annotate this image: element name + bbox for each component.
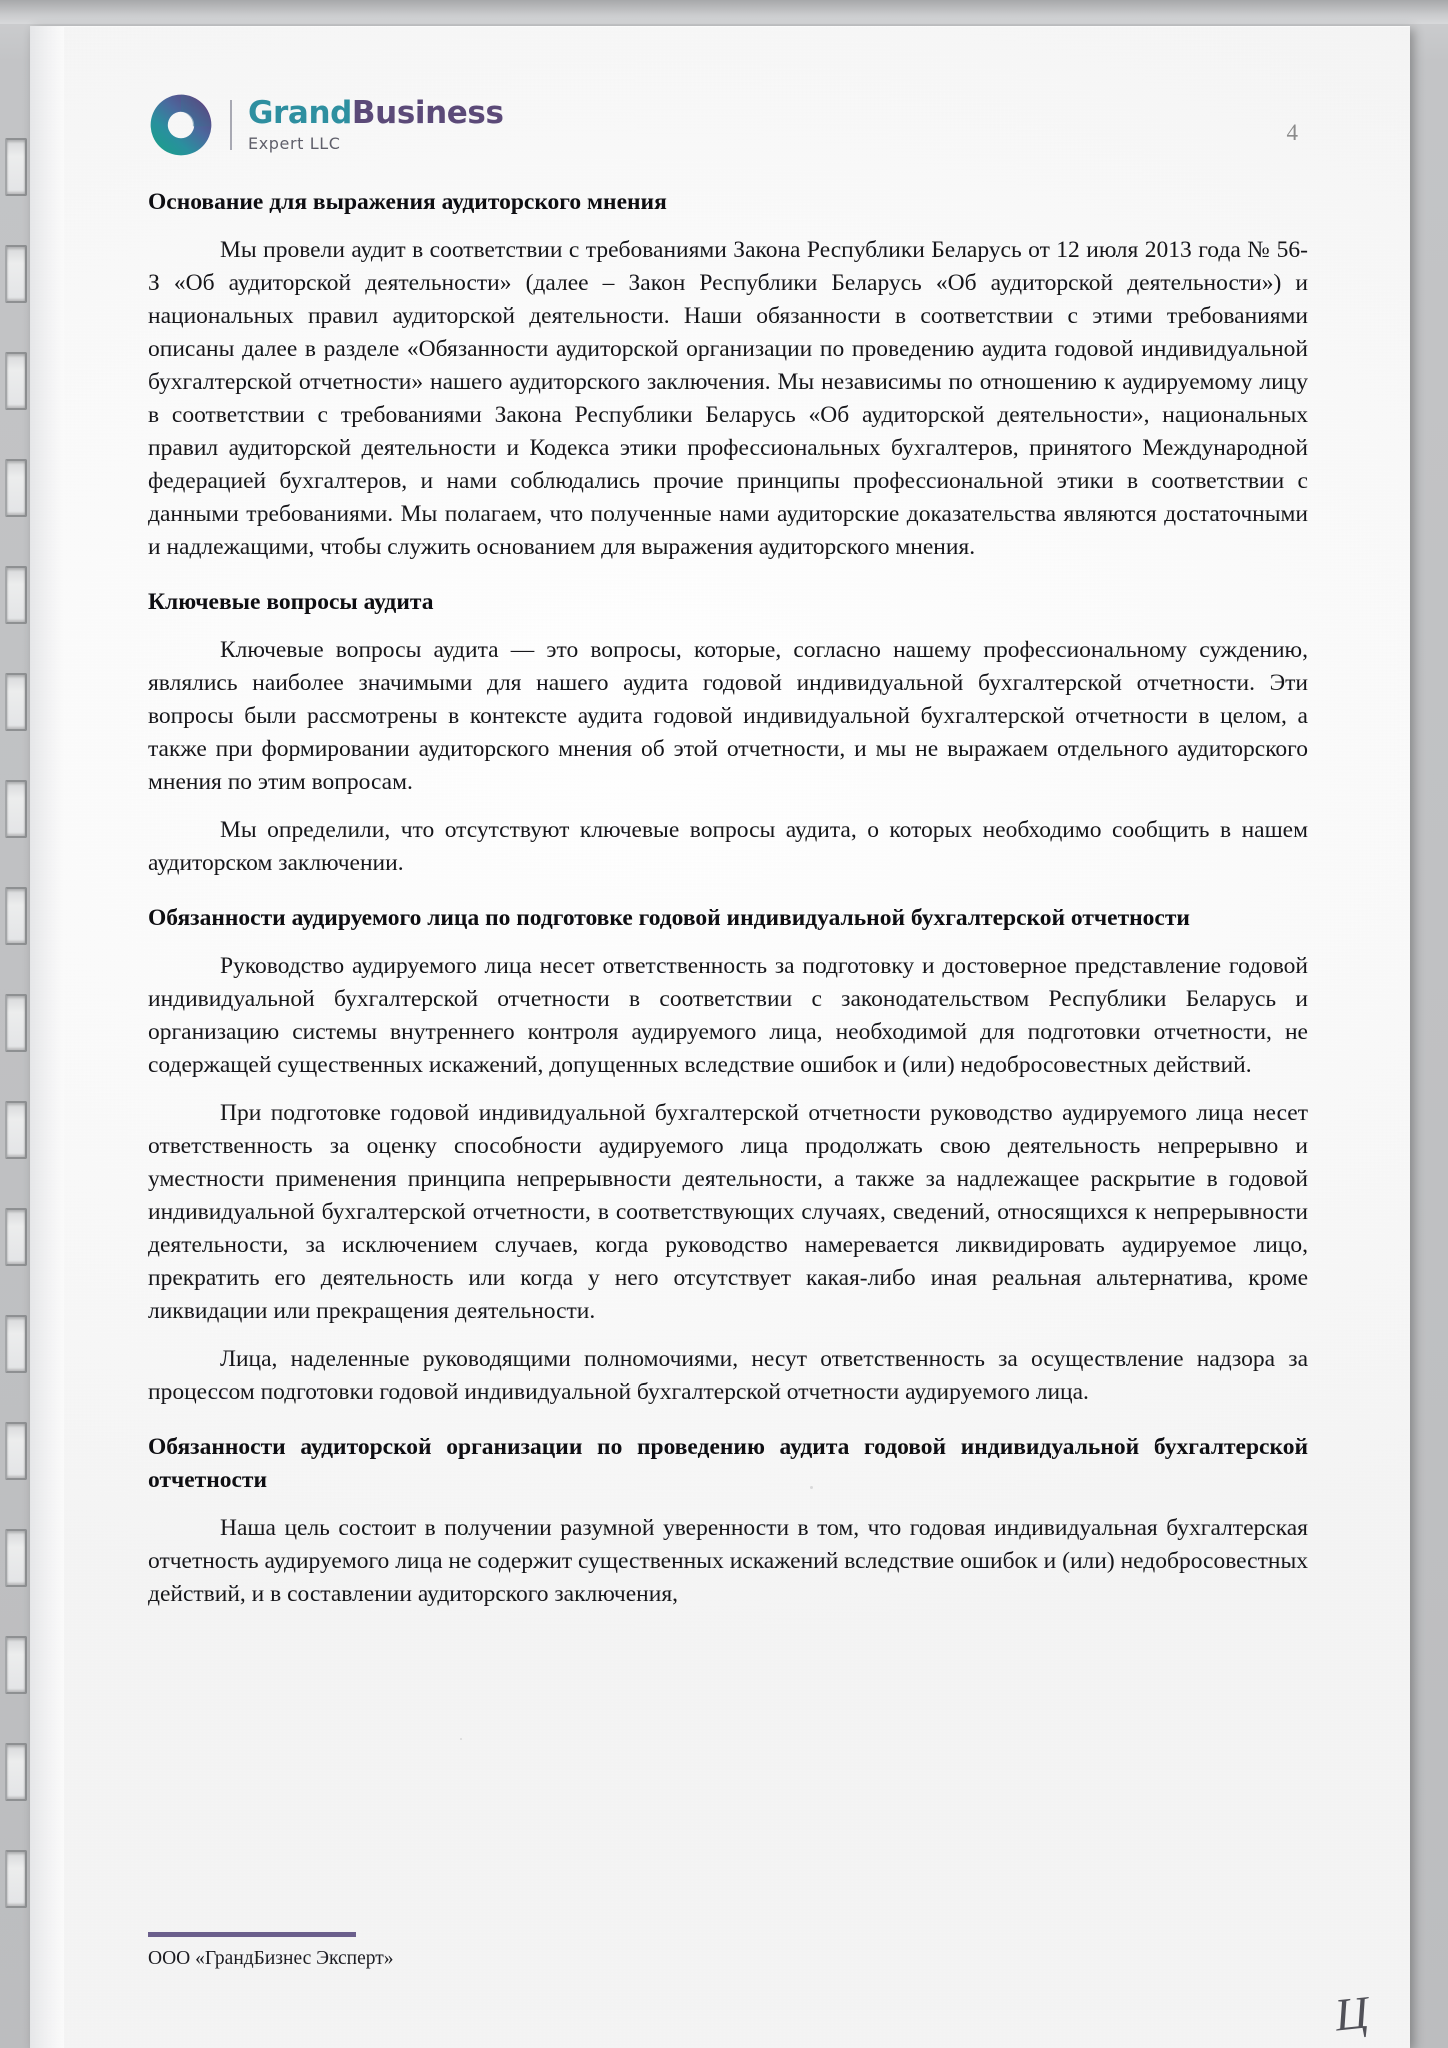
gradient-ring-logo-icon bbox=[148, 92, 214, 158]
section-heading-key-audit-matters: Ключевые вопросы аудита bbox=[148, 589, 434, 616]
binding-hole bbox=[5, 245, 27, 303]
binding-hole bbox=[5, 1850, 27, 1908]
binding-hole bbox=[5, 1101, 27, 1159]
document-body bbox=[148, 186, 1308, 1611]
handwritten-page-mark: Ц bbox=[1332, 1986, 1371, 2041]
binding-hole bbox=[5, 1208, 27, 1266]
brand-logo bbox=[148, 92, 504, 158]
wordmark-business: Business bbox=[351, 95, 504, 131]
document-page bbox=[30, 26, 1410, 2048]
binding-hole bbox=[5, 566, 27, 624]
section-heading-auditor-responsibilities: Обязанности аудиторской организации по проведению аудита годовой индивидуальной бухгалтерской отчетности bbox=[148, 1434, 1308, 1494]
paragraph: Ключевые вопросы аудита — это вопросы, которые, согласно нашему профессиональному суждению, являлись наиболее значимыми для нашего аудита годовой индивидуальной бухгалтерской отчетности. Эти вопросы были рассмотрены в контексте аудита годовой индивидуальной бухгалтерской отчетности в целом, а также при формировании аудиторского мнения об этой отчетности, и мы не выражаем отдельного аудиторского мнения по этим вопросам. bbox=[148, 636, 1308, 795]
document-header bbox=[148, 86, 1308, 178]
binding-hole bbox=[5, 994, 27, 1052]
page-number: 4 bbox=[1286, 120, 1298, 145]
paragraph: Мы провели аудит в соответствии с требованиями Закона Республики Беларусь от 12 июля 2013 года № 56-З «Об аудиторской деятельности» (далее – Закон Республики Беларусь «Об аудиторской деятельности») и национальных правил аудиторской деятельности. Наши обязанности в соответствии с этими требованиями описаны далее в разделе «Обязанности аудиторской организации по проведению аудита годовой индивидуальной бухгалтерской отчетности» нашего аудиторского заключения. Мы независимы по отношению к аудируемому лицу в соответствии с требованиями Закона Республики Беларусь «Об аудиторской деятельности», национальных правил аудиторской деятельности и Кодекса этики профессиональных бухгалтеров, принятого Международной федерацией бухгалтеров, и нами соблюдались прочие принципы профессиональной этики в соответствии с данными требованиями. Мы полагаем, что полученные нами аудиторские доказательства являются достаточными и надлежащими, чтобы служить основанием для выражения аудиторского мнения. bbox=[148, 236, 1308, 561]
footer-rule bbox=[148, 1932, 356, 1937]
scan-top-edge-shadow bbox=[0, 0, 1448, 24]
section-heading-basis-of-opinion: Основание для выражения аудиторского мнения bbox=[148, 189, 667, 215]
binding-hole bbox=[5, 1636, 27, 1694]
paragraph: Лица, наделенные руководящими полномочиями, несут ответственность за осуществление надзора за процессом подготовки годовой индивидуальной бухгалтерской отчетности аудируемого лица. bbox=[148, 1346, 1308, 1406]
binding-hole bbox=[5, 673, 27, 731]
logo-divider bbox=[230, 100, 232, 150]
scan-speck bbox=[460, 1738, 462, 1740]
paragraph: Мы определили, что отсутствуют ключевые вопросы аудита, о которых необходимо сообщить в нашем аудиторском заключении. bbox=[148, 817, 1308, 877]
binding-hole bbox=[5, 887, 27, 945]
document-footer bbox=[148, 1932, 1308, 1970]
binding-hole bbox=[5, 1743, 27, 1801]
footer-company-name: ООО «ГрандБизнес Эксперт» bbox=[148, 1948, 394, 1969]
binding-hole bbox=[5, 138, 27, 196]
binding-hole bbox=[5, 352, 27, 410]
logo-wordmark bbox=[248, 95, 504, 153]
binding-hole bbox=[5, 459, 27, 517]
page-content bbox=[148, 86, 1308, 1611]
paragraph: Руководство аудируемого лица несет ответственность за подготовку и достоверное представление годовой индивидуальной бухгалтерской отчетности в соответствии с законодательством Республики Беларусь и организацию системы внутреннего контроля аудируемого лица, необходимой для подготовки отчетности, не содержащей существенных искажений, допущенных вследствие ошибок и (или) недобросовестных действий. bbox=[148, 952, 1308, 1078]
wordmark-grand: Grand bbox=[248, 95, 352, 131]
wordmark-text bbox=[248, 95, 504, 131]
binding-hole bbox=[5, 1315, 27, 1373]
section-heading-auditee-responsibilities: Обязанности аудируемого лица по подготовке годовой индивидуальной бухгалтерской отчетности bbox=[148, 905, 1190, 932]
paragraph: Наша цель состоит в получении разумной уверенности в том, что годовая индивидуальная бухгалтерская отчетность аудируемого лица не содержит существенных искажений вследствие ошибок и (или) недобросовестных действий, и в составлении аудиторского заключения, bbox=[148, 1514, 1308, 1607]
binding-hole bbox=[5, 1529, 27, 1587]
spiral-binding-strip bbox=[0, 0, 34, 2048]
binding-hole bbox=[5, 1422, 27, 1480]
paragraph: При подготовке годовой индивидуальной бухгалтерской отчетности руководство аудируемого лица несет ответственность за оценку способности аудируемого лица продолжать свою деятельность непрерывно и уместности применения принципа непрерывности деятельности, а также за надлежащее раскрытие в годовой индивидуальной бухгалтерской отчетности, в соответствующих случаях, сведений, относящихся к непрерывности деятельности, за исключением случаев, когда руководство намеревается ликвидировать аудируемое лицо, прекратить его деятельность или когда у него отсутствует какая-либо иная реальная альтернатива, кроме ликвидации или прекращения деятельности. bbox=[148, 1100, 1308, 1325]
scan-left-band bbox=[30, 26, 64, 2048]
wordmark-subtitle: Expert LLC bbox=[248, 134, 341, 153]
binding-hole bbox=[5, 780, 27, 838]
